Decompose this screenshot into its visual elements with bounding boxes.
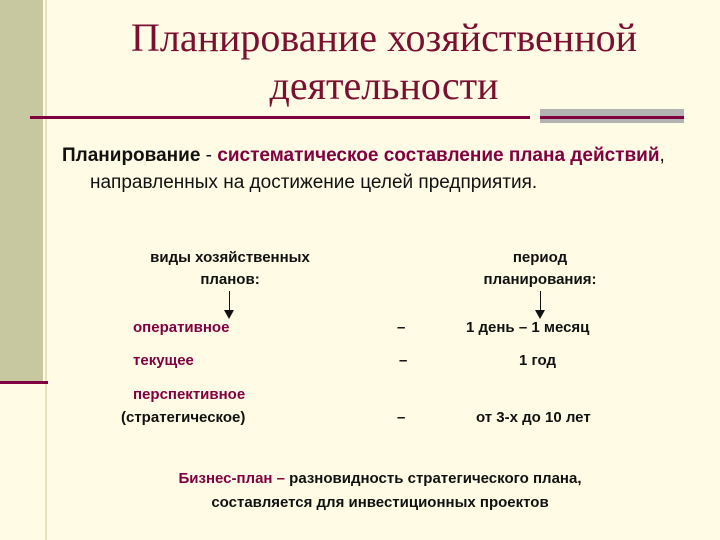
- row-dash: –: [399, 352, 408, 369]
- plan-type-long-term: перспективное: [133, 386, 246, 403]
- period-operational: 1 день – 1 месяц: [466, 319, 590, 336]
- business-plan-line-1-rest: разновидность стратегического плана,: [285, 470, 582, 487]
- arrow-down-icon: [540, 291, 541, 317]
- arrow-down-icon: [229, 291, 230, 317]
- period-long-term: от 3-х до 10 лет: [476, 409, 591, 426]
- definition-term: Планирование: [62, 145, 201, 166]
- title-line-1: Планирование хозяйственной: [130, 15, 638, 60]
- definition-rest: , направленных на достижение целей предприятия.: [90, 145, 665, 193]
- business-plan-note-line-2: составляется для инвестиционных проектов: [211, 494, 549, 511]
- sidebar-line: [45, 0, 47, 540]
- column-header-plan-types-line-2: планов:: [200, 271, 260, 288]
- title-underline: [30, 116, 530, 119]
- column-header-plan-types: [110, 247, 350, 291]
- plan-type-long-term-note: (стратегическое): [121, 409, 246, 426]
- definition-highlight: систематическое составление плана действий: [217, 145, 660, 166]
- sidebar-decoration: [0, 0, 43, 381]
- period-current: 1 год: [519, 352, 557, 369]
- title-line-2: деятельности: [269, 63, 499, 108]
- business-plan-note: [100, 467, 660, 515]
- column-header-planning-period-line-2: планирования:: [483, 271, 597, 288]
- row-dash: –: [397, 409, 406, 426]
- column-header-planning-period-line-1: период: [512, 249, 568, 266]
- definition-dash: -: [200, 145, 218, 166]
- plan-type-operational: оперативное: [133, 319, 230, 336]
- title-block-underline: [540, 116, 684, 119]
- row-dash: –: [397, 319, 406, 336]
- column-header-plan-types-line-1: виды хозяйственных: [150, 249, 310, 266]
- slide-title: [48, 14, 720, 110]
- plan-type-current: текущее: [133, 352, 194, 369]
- column-header-planning-period: [430, 247, 650, 291]
- business-plan-term: Бизнес-план –: [178, 470, 285, 487]
- definition-paragraph: [62, 142, 700, 196]
- business-plan-note-line-1: [100, 467, 660, 491]
- sidebar-cap-rule: [0, 381, 48, 384]
